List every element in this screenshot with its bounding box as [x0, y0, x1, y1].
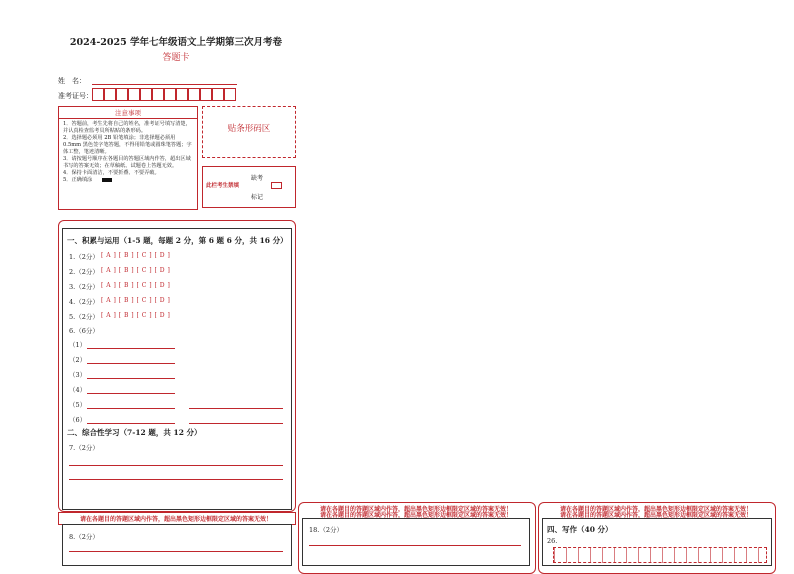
writing-heading: 四、写作（40 分） [547, 525, 613, 534]
answer-line[interactable] [87, 423, 175, 424]
mc-options[interactable]: [ A ] [ B ] [ C ] [ D ] [101, 267, 171, 274]
notice-item: 4．保持卡面清洁，不要折叠、不要弄破。 [63, 170, 160, 176]
answer-line[interactable] [87, 378, 175, 379]
warning-text: 请在各题目的答题区域内作答，超出黑色矩形边框限定区域的答案无效！ [559, 506, 752, 513]
id-cell[interactable] [104, 88, 116, 101]
mc-question-label: 2.（2分） [69, 268, 99, 276]
id-cell[interactable] [92, 88, 104, 101]
exam-title: 2024-2025 学年七年级语文上学期第三次月考卷 [69, 37, 283, 48]
id-cell[interactable] [164, 88, 176, 101]
notice-item: 1．答题前，考生先将自己的姓名，准考证号填写清楚，并认真检查监考员所粘贴的条形码。 [63, 121, 191, 134]
mc-question-label: 1.（2分） [69, 253, 99, 261]
mc-question-label: 5.（2分） [69, 313, 99, 321]
id-cell[interactable] [140, 88, 152, 101]
answer-region-2-inner [302, 518, 530, 566]
q6-part-label: （2） [69, 356, 87, 364]
warning-text: 请在各题目的答题区域内作答，超出黑色矩形边框限定区域的答案无效！ [319, 512, 512, 519]
mc-question-label: 4.（2分） [69, 298, 99, 306]
q6-part-label: （5） [69, 401, 87, 409]
answer-region-1b [62, 524, 292, 566]
notice-item-fill-label: 5．正确填涂 [63, 177, 93, 183]
mc-options[interactable]: [ A ] [ B ] [ C ] [ D ] [101, 252, 171, 259]
exam-id-grid[interactable] [92, 88, 238, 101]
q6-part-label: （1） [69, 341, 87, 349]
id-cell[interactable] [212, 88, 224, 101]
section2-heading: 二、综合性学习（7-12 题，共 12 分） [67, 428, 202, 437]
answer-line[interactable] [69, 465, 283, 466]
mc-question-label: 3.（2分） [69, 283, 99, 291]
notice-item [63, 177, 193, 184]
id-cell[interactable] [224, 88, 236, 101]
absent-mark-box [202, 166, 296, 208]
notice-title: 注意事项 [59, 107, 197, 119]
id-cell[interactable] [176, 88, 188, 101]
name-label: 姓 名： [58, 77, 86, 85]
id-cell[interactable] [200, 88, 212, 101]
absent-note: 此栏考生禁填 [206, 183, 240, 189]
answer-line[interactable] [189, 423, 283, 424]
id-cell[interactable] [116, 88, 128, 101]
answer-line[interactable] [69, 479, 283, 480]
barcode-area [202, 106, 296, 158]
name-field[interactable] [92, 84, 237, 85]
section1-heading: 一、积累与运用（1-5 题，每题 2 分，第 6 题 6 分，共 16 分） [67, 236, 288, 245]
q7-label: 7.（2分） [69, 444, 99, 452]
notice-list [59, 119, 197, 186]
warning-text: 请在各题目的答题区域内作答，超出黑色矩形边框限定区域的答案无效！ [79, 516, 272, 523]
exam-id-label: 准考证号： [58, 92, 93, 100]
barcode-label: 贴条形码区 [227, 124, 271, 134]
answer-line[interactable] [69, 551, 283, 552]
q6-part-label: （4） [69, 386, 87, 394]
filled-bubble-example-icon [102, 178, 112, 182]
mc-options[interactable]: [ A ] [ B ] [ C ] [ D ] [101, 297, 171, 304]
q6-part-label: （6） [69, 416, 87, 424]
answer-region-3-inner [542, 518, 772, 566]
answer-line[interactable] [309, 545, 521, 546]
notice-box [58, 106, 198, 210]
answer-region-1-inner [62, 228, 292, 510]
absent-mark-checkbox[interactable] [271, 182, 282, 189]
composition-grid[interactable] [553, 547, 767, 563]
mc-options[interactable]: [ A ] [ B ] [ C ] [ D ] [101, 312, 171, 319]
q8-label: 8.（2分） [69, 533, 99, 541]
q6-label: 6.（6分） [69, 327, 99, 335]
mc-options[interactable]: [ A ] [ B ] [ C ] [ D ] [101, 282, 171, 289]
answer-line[interactable] [87, 363, 175, 364]
q6-part-label: （3） [69, 371, 87, 379]
id-cell[interactable] [152, 88, 164, 101]
answer-line[interactable] [87, 348, 175, 349]
answer-line[interactable] [87, 408, 175, 409]
absent-mark-label: 标记 [251, 194, 264, 201]
q18-label: 18.（2分） [309, 526, 343, 534]
answer-line[interactable] [87, 393, 175, 394]
answer-sheet-subtitle: 答题卡 [162, 53, 190, 63]
id-cell[interactable] [188, 88, 200, 101]
id-cell[interactable] [128, 88, 140, 101]
notice-item: 3．请按题号顺序在各题目的答题区域内作答，超出区域书写的答案无效；在草稿纸、试题卷上答题无效。 [63, 156, 191, 169]
warning-text: 请在各题目的答题区域内作答，超出黑色矩形边框限定区域的答案无效！ [319, 506, 512, 513]
absent-label: 缺考 [251, 175, 264, 182]
answer-line[interactable] [189, 408, 283, 409]
warning-text: 请在各题目的答题区域内作答，超出黑色矩形边框限定区域的答案无效！ [559, 512, 752, 519]
q26-label: 26. [547, 537, 558, 545]
notice-item: 2．选择题必须用 2B 铅笔填涂；非选择题必须用 0.5mm 黑色签字笔答题，不得用铅笔或圆珠笔答题；字体工整，笔迹清晰。 [63, 135, 192, 155]
